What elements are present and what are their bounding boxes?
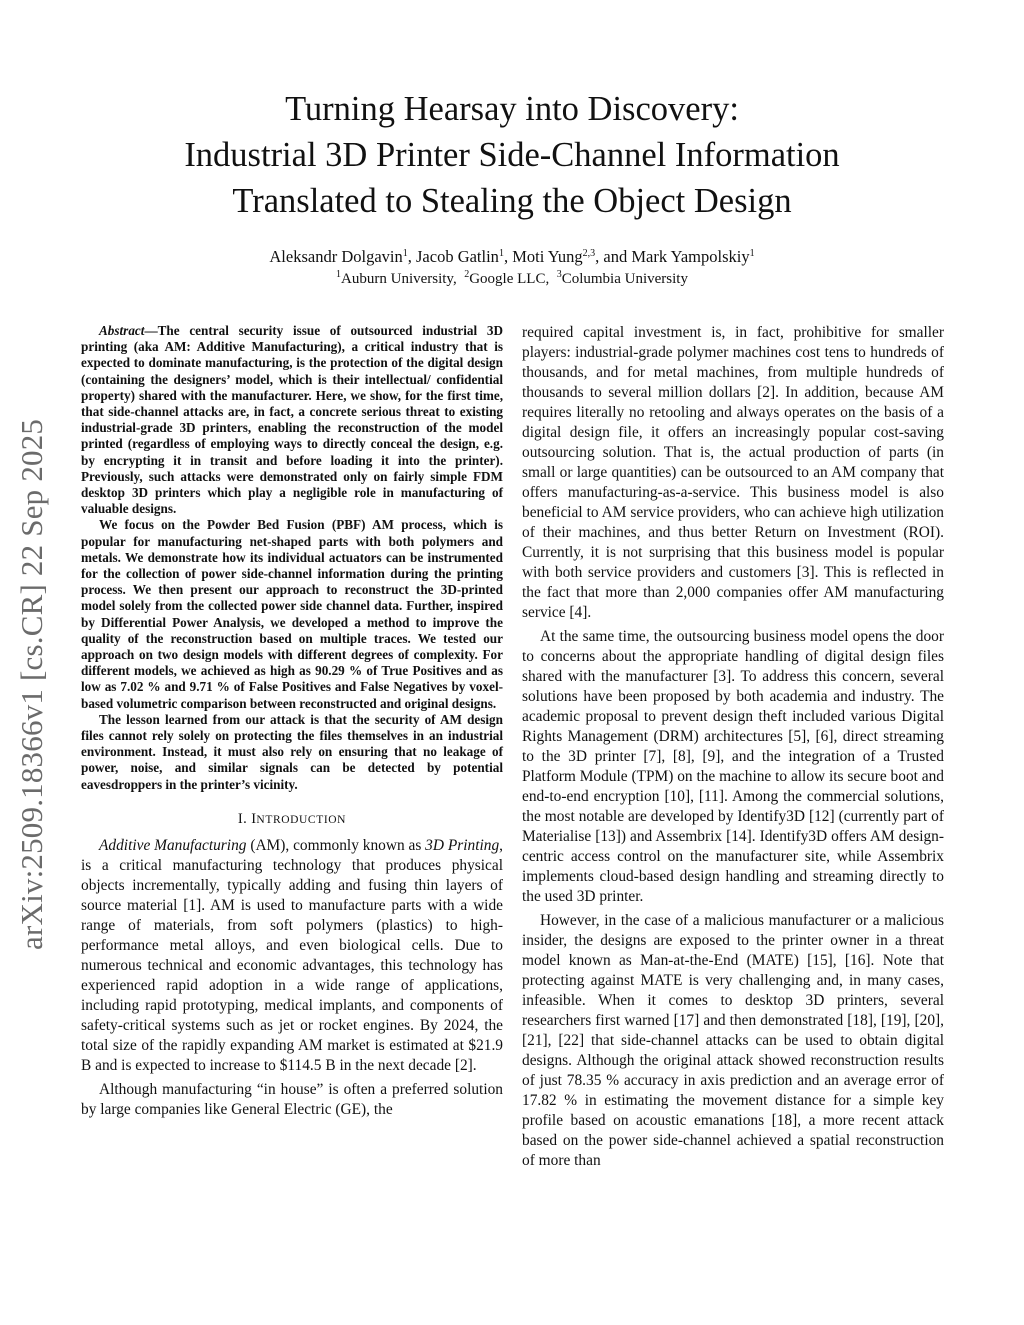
body-text: (AM), commonly known as: [246, 836, 426, 854]
affiliation-list: [100, 269, 924, 289]
paper-title: [100, 86, 924, 224]
title-line: Turning Hearsay into Discovery:: [285, 90, 739, 128]
abstract-text: —The central security issue of outsourced industrial 3D printing (aka AM: Additive Manufacturing), a critical industry that is expected to dominate manufacturing, is the protection of the digital design (containing the designers’ model, which is their intellectual/ confidential property) shared with the manufacturer. Here, we show, for the first time, that side-channel attacks are, in fact, a concrete serious threat to existing industrial-grade 3D printers, enabling the reconstruction of the model printed (regardless of employing ways to directly conceal the design, e.g. by encrypting it in transit and before loading it into the printer). Previously, such attacks were demonstrated only on fairly simple FDM desktop 3D printers which play a negligible role in manufacturing of valuable designs.: [81, 323, 503, 517]
section-title-initial: I: [251, 810, 257, 827]
body-paragraph: However, in the case of a malicious manufacturer or a malicious insider, the designs are exposed to the printer owner in a threat model known as Man-at-the-End (MATE) [15], [16]. Note that protecting against MATE is very challenging and, in many cases, infeasible. When it comes to desktop 3D printers, several researchers first warned [17] and then demonstrated [18], [19], [20], [21], [22] that side-channel attacks can be used to obtain digital designs. Although the original attack showed reconstruction results of just 78.35 % accuracy in axis prediction and an average error of 17.82 % in estimating the movement distance for a simple key profile based on acoustic emanations [18], a more recent attack based on the power side-channel achieved a spatial reconstruction of more than: [522, 912, 944, 1169]
body-text: , is a critical manufacturing technology that produces physical objects incrementally, typically adding and fusing thin layers of source material [1]. AM is used to manufacture parts with a wide range of materials, from soft polymers (plastics) to high-performance metal alloys, and even biological cells. Due to numerous technical and economic advantages, this technology has experienced rapid adoption in a wide range of applications, including rapid prototyping, medical implants, and components of safety-critical systems such as jet or rocket engines. By 2024, the total size of the rapidly expanding AM market is estimated at $21.9 B and is expected to increase to $114.5 B in the next decade [2].: [81, 836, 503, 1074]
introduction-body-left: [81, 836, 503, 1120]
affiliation-mark: 2: [464, 269, 470, 280]
abstract: [81, 323, 503, 793]
affiliation-name: Google LLC,: [469, 271, 557, 287]
affiliation-mark: 3: [556, 269, 562, 280]
abstract-label: Abstract: [99, 323, 145, 338]
introduction-body-right: [522, 323, 944, 1171]
body-paragraph: At the same time, the outsourcing business model opens the door to concerns about the appropriate handling of digital design files shared with the manufacturer [3]. To address this concern, several solutions have been proposed by both academia and industry. The academic proposal to prevent design theft included various Digital Rights Management (DRM) architectures [5], [6], direct streaming to the 3D printer [7], [8], [9], and the integration of a Trusted Platform Module (TPM) on the machine to allow its secure boot and end-to-end encryption [10], [11]. Among the commercial solutions, the most notable are developed by Identify3D [12] (currently part of Materialise [13]) and Assembrix [14]. Identify3D offers AM design-centric access control on the manufacturer site, while Assembrix implements cloud-based design handling and streaming directly to the used 3D printer.: [522, 628, 944, 905]
author-affiliation-mark: 1: [402, 248, 408, 259]
title-line: Industrial 3D Printer Side-Channel Information: [184, 136, 840, 174]
author-name: Moti Yung: [512, 247, 583, 266]
body-paragraph: required capital investment is, in fact, prohibitive for smaller players: industrial-grade polymer machines cost tens to hundreds of thousands, and for metal machines, from multiple hundreds of thousands to several million dollars [2]. In addition, because AM requires literally no retooling and always operates on the basis of a digital design file, it offers an increasingly popular cost-saving outsourcing solution. That is, the actual production of parts (in small or large quantities) can be outsourced to an AM company that offers manufacturing-as-a-service. This business model is also beneficial to AM service providers, who can achieve high utilization of their machines, and thus better Return on Investment (ROI). Currently, it is not surprising that this business model is popular with both service providers and customers [3]. This is reflected in the fact that more than 2,000 companies offer AM manufacturing service [4].: [522, 324, 944, 621]
section-number: I.: [237, 810, 252, 827]
right-column: [522, 323, 944, 1171]
affiliation-name: Columbia University: [561, 271, 688, 287]
title-line: Translated to Stealing the Object Design: [232, 182, 792, 220]
author-affiliation-mark: 1: [749, 248, 755, 259]
arxiv-identifier-stamp: arXiv:2509.18366v1 [cs.CR] 22 Sep 2025: [14, 418, 49, 950]
abstract-paragraph: The lesson learned from our attack is that the security of AM design files cannot rely solely on protecting the files themselves in an industrial environment. Instead, it must also rely on ensuring that no leakage of power, noise, and similar signals can be detected by potential eavesdroppers in the printer’s vicinity.: [81, 711, 503, 792]
term-italic: 3D Printing: [425, 836, 500, 854]
author-separator: , and: [595, 247, 632, 266]
author-name: Mark Yampolskiy: [631, 247, 750, 266]
affiliation-name: Auburn University,: [341, 271, 465, 287]
author-separator: ,: [503, 247, 513, 266]
abstract-paragraph: We focus on the Powder Bed Fusion (PBF) AM process, which is popular for manufacturing net-shaped parts with both polymers and metals. We demonstrate how its individual actuators can be instrumented for the collection of power side-channel information during the printing process. We then present our approach to reconstruct the 3D-printed model solely from the collected power side channel data. Further, inspired by Differential Power Analysis, we developed a method to improve the quality of the reconstruction based on multiple traces. We tested our approach on two design models with different degrees of complexity. For different models, we achieved as high as 90.29 % of True Positives and as low as 7.02 % and 9.71 % of False Positives and False Negatives by voxel-based volumetric comparison between reconstructed and original designs.: [81, 517, 503, 711]
author-affiliation-mark: 1: [498, 248, 504, 259]
author-list: [100, 246, 924, 268]
body-paragraph: [81, 836, 503, 1076]
author-name: Jacob Gatlin: [416, 247, 499, 266]
abstract-paragraph: [81, 323, 503, 517]
section-title-rest: NTRODUCTION: [256, 813, 347, 826]
left-column: [81, 323, 503, 1120]
author-separator: ,: [407, 247, 416, 266]
section-heading-introduction: [81, 811, 503, 828]
term-italic: Additive Manufacturing: [99, 836, 247, 854]
body-paragraph: Although manufacturing “in house” is often a preferred solution by large companies like General Electric (GE), the: [81, 1080, 503, 1118]
author-affiliation-mark: 2,3: [582, 248, 596, 259]
affiliation-mark: 1: [336, 269, 342, 280]
author-name: Aleksandr Dolgavin: [269, 247, 403, 266]
